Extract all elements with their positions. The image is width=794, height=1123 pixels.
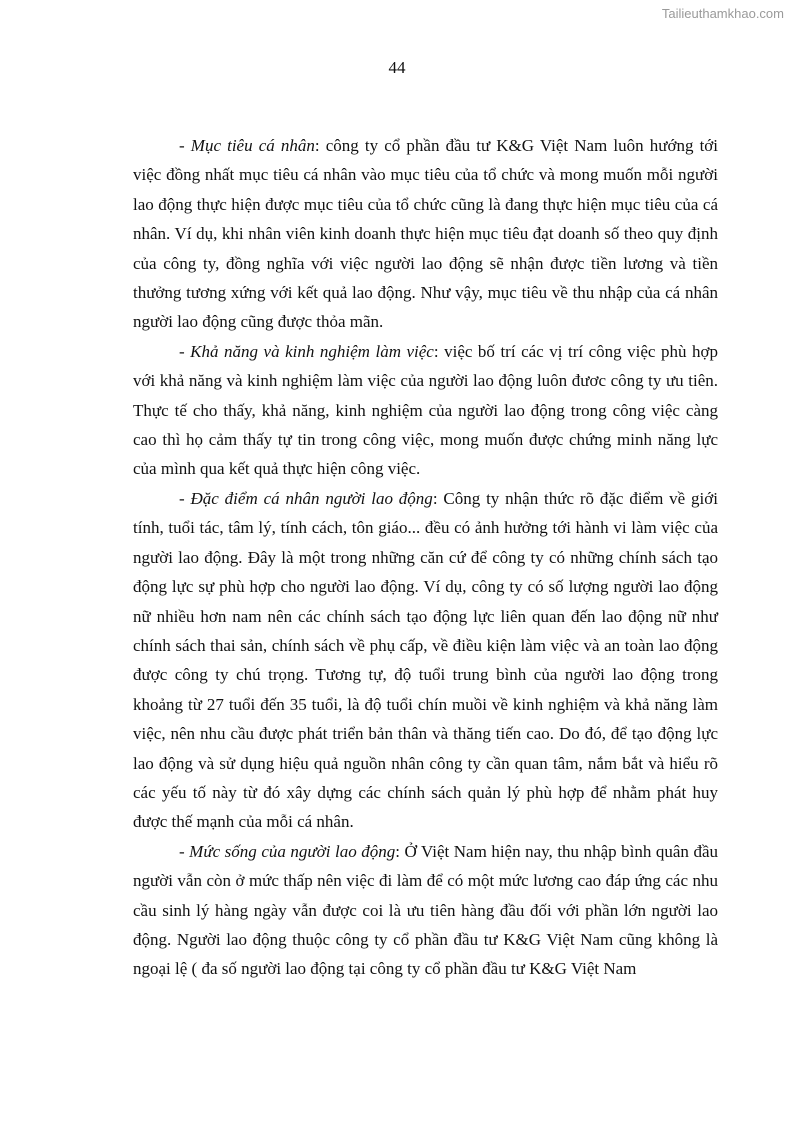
paragraph-personal-goals — [133, 131, 718, 337]
paragraph-lead: - Khả năng và kinh nghiệm làm việc — [179, 341, 434, 361]
paragraph-lead: - Đặc điểm cá nhân người lao động — [179, 488, 433, 508]
paragraph-personal-characteristics — [133, 484, 718, 837]
paragraph-living-standard — [133, 837, 718, 984]
paragraph-lead: - Mức sống của người lao động — [179, 841, 396, 861]
paragraph-lead: - Mục tiêu cá nhân — [179, 136, 315, 155]
paragraph-text: : Công ty nhận thức rõ đặc điểm về giới tính, tuổi tác, tâm lý, tính cách, tôn giáo... đều có ảnh hưởng tới hành vi làm việc của người lao động. Đây là một trong những căn cứ để công ty có những chính sách tạo động lực sự phù hợp cho người lao động. Ví dụ, công ty có số lượng người lao động nữ nhiều hơn nam nên các chính sách tạo động lực liên quan đến lao động nữ như chính sách thai sản, chính sách về phụ cấp, về điều kiện làm việc và an toàn lao động được công ty chú trọng. Tương tự, độ tuổi trung bình của người lao động trong khoảng từ 27 tuổi đến 35 tuổi, là độ tuổi chín muồi về kinh nghiệm và khả năng làm việc, nên nhu cầu được phát triển bản thân và thăng tiến cao. Do đó, để tạo động lực lao động và sử dụng hiệu quả nguồn nhân công ty cần quan tâm, nắm bắt và hiểu rõ các yếu tố này từ đó xây dựng các chính sách quản lý phù hợp để nhằm phát huy được thế mạnh của mỗi cá nhân. — [133, 488, 718, 832]
paragraph-text: : công ty cổ phần đầu tư K&G Việt Nam luôn hướng tới việc đồng nhất mục tiêu cá nhân vào mục tiêu của tổ chức và mong muốn mỗi người lao động thực hiện được mục tiêu của tổ chức cũng là đang thực hiện mục tiêu của cá nhân. Ví dụ, khi nhân viên kinh doanh thực hiện mục tiêu đạt doanh số theo quy định của công ty, đồng nghĩa với việc người lao động sẽ nhận được tiền lương và tiền thưởng tương xứng với kết quả lao động. Như vậy, mục tiêu về thu nhập của cá nhân người lao động cũng được thỏa mãn. — [133, 136, 718, 332]
paragraph-ability-experience — [133, 337, 718, 484]
page-number: 44 — [388, 58, 406, 77]
paragraph-text: : việc bố trí các vị trí công việc phù hợp với khả năng và kinh nghiệm làm việc của người lao động luôn đươc công ty ưu tiên. Thực tế cho thấy, khả năng, kinh nghiệm của người lao động trong công việc càng cao thì họ cảm thấy tự tin trong công việc, mong muốn được chứng minh năng lực của mình qua kết quả thực hiện công việc. — [133, 341, 719, 479]
watermark: Tailieuthamkhao.com — [661, 6, 784, 21]
paragraph-text: : Ở Việt Nam hiện nay, thu nhập bình quân đầu người vẫn còn ở mức thấp nên việc đi làm để có một mức lương cao đáp ứng các nhu cầu sinh lý hàng ngày vẫn được coi là ưu tiên hàng đầu đối với phần lớn người lao động. Người lao động thuộc công ty cổ phần đầu tư K&G Việt Nam cũng không là ngoại lệ ( đa số người lao động tại công ty cổ phần đầu tư K&G Việt Nam — [133, 841, 718, 979]
body-text — [133, 131, 718, 984]
